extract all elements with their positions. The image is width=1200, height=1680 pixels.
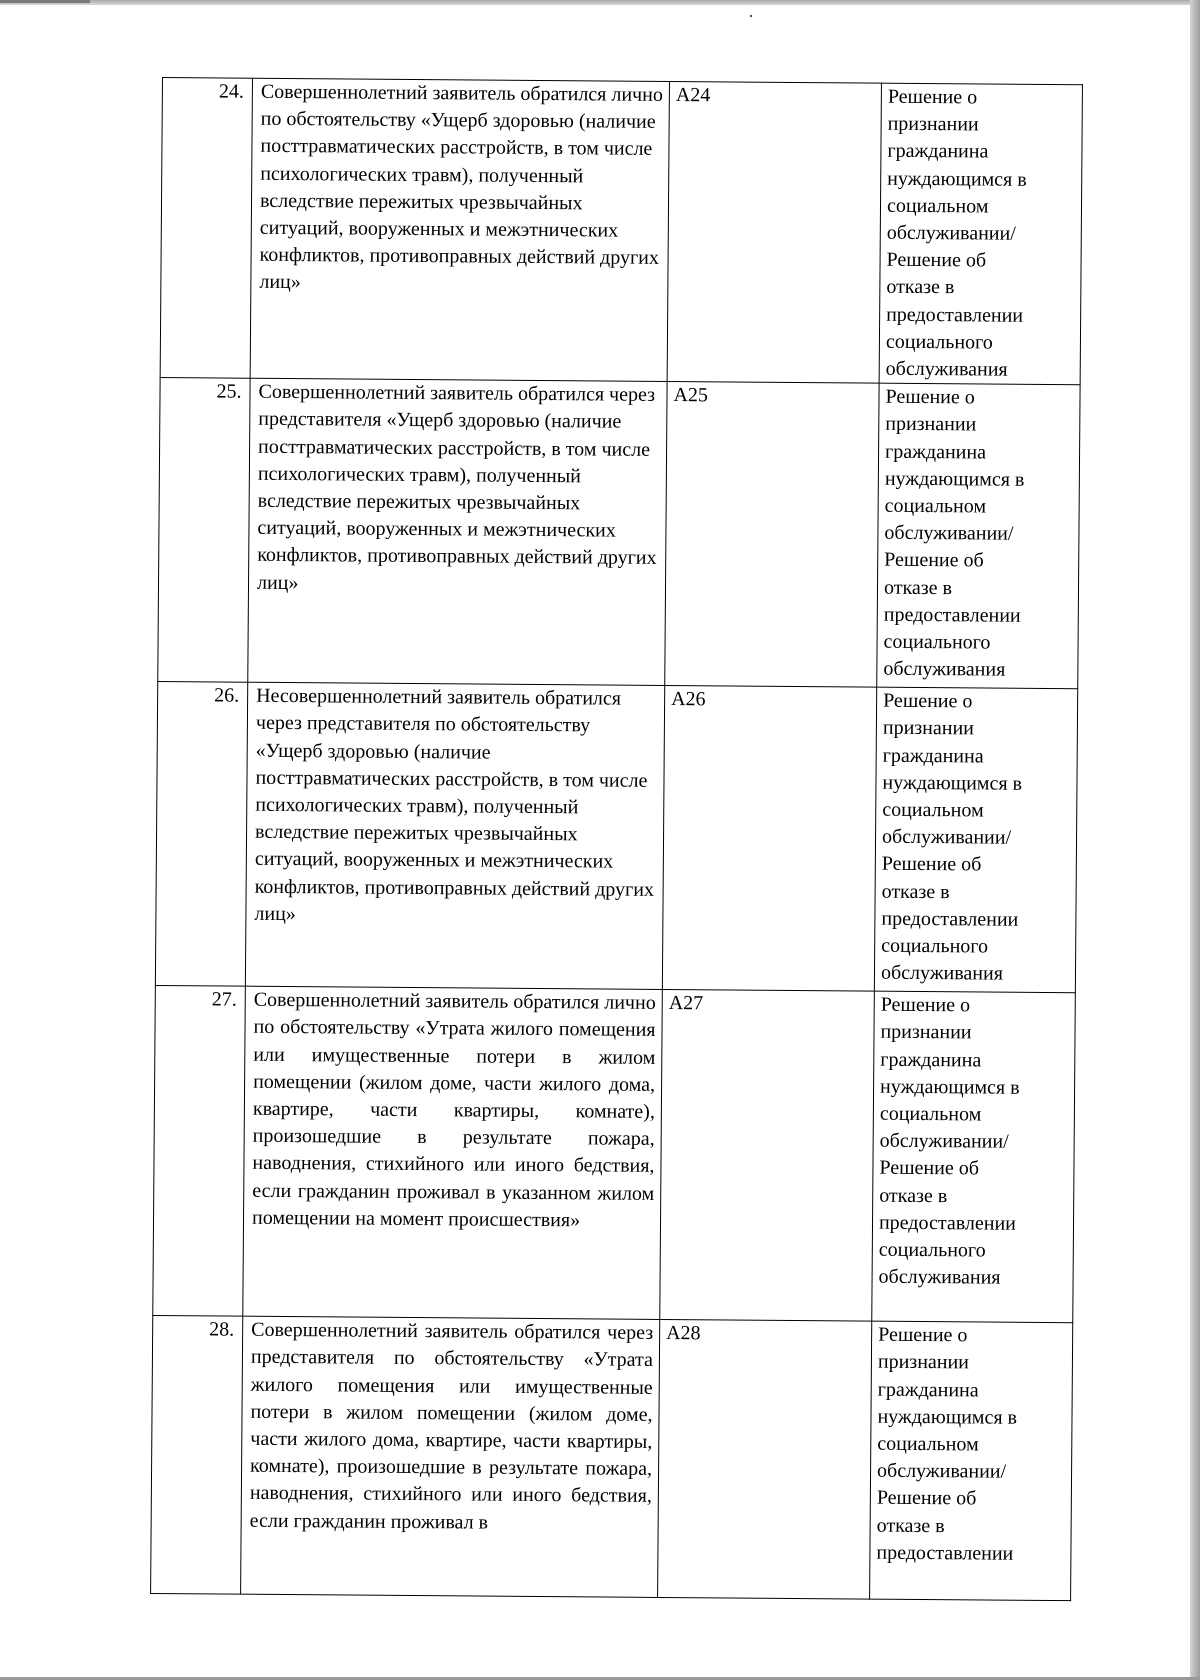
row-number: 26.	[155, 682, 247, 987]
decision-line: отказе в	[883, 576, 953, 599]
table-row	[160, 78, 1082, 385]
case-description: Совершеннолетний заявитель обратился через представителя по обстоятельству «Утрата жилого помещения или имущественные потери в жилом помещении (жилом доме, части жилого дома, квартире, части квартиры, комнате), произошедшие в результате пожара, наводнения, стихийного или иного бедствия, если гражданин проживал в	[241, 1316, 660, 1597]
decision-line: нуждающимся в	[877, 1405, 1018, 1429]
decision-line: социального	[881, 934, 989, 958]
table-row	[158, 378, 1080, 689]
case-code: А26	[662, 686, 876, 992]
scan-speck	[750, 15, 752, 17]
decision-line: обслуживании/	[876, 1459, 1007, 1483]
scan-top-edge	[0, 0, 1200, 5]
decision-line: отказе в	[879, 1184, 948, 1207]
case-description: Совершеннолетний заявитель обратился лично по обстоятельству «Утрата жилого помещения или имущественные потери в жилом помещении (жилом доме, части жилого дома, квартире, части квартиры, комнате), произошедшие в результате пожара, наводнения, стихийного или иного бедствия, если гражданин проживал в указанном жилом помещении на момент происшествия»	[243, 986, 663, 1319]
decision-line: обслуживании/	[879, 1129, 1009, 1153]
decision-line: обслуживании/	[884, 521, 1014, 545]
decision-text	[870, 1321, 1073, 1601]
scan-right-edge	[1190, 0, 1200, 1680]
decision-line: Решение об	[879, 1157, 980, 1180]
decision-text	[877, 383, 1080, 689]
row-number: 28.	[151, 1316, 243, 1595]
case-description: Несовершеннолетний заявитель обратился через представителя по обстоятельству «Ущерб здоровью (наличие посттравматических расстройств, в том числе психологических травм), полученный вследствие пережитых чрезвычайных ситуаций, вооруженных и межэтнических конфликтов, противоправных действий других лиц»	[245, 682, 664, 989]
decision-line: Решение о	[880, 993, 971, 1017]
decision-line: признании	[877, 1351, 970, 1374]
decision-line: предоставлении	[883, 603, 1021, 627]
decision-line: признании	[880, 1021, 972, 1044]
decision-line: обслуживания	[878, 1265, 1001, 1289]
decision-line: предоставлении	[881, 907, 1019, 931]
decision-line: обслуживания	[880, 961, 1004, 985]
table-row	[153, 986, 1076, 1323]
decision-line: отказе в	[886, 276, 955, 299]
decision-line: социальном	[879, 1102, 982, 1126]
decision-line: гражданина	[882, 744, 984, 768]
decision-line: Решение о	[887, 85, 978, 109]
decision-line: предоставлении	[886, 303, 1024, 327]
services-table	[150, 77, 1083, 1601]
row-number: 24.	[160, 78, 252, 379]
table-row	[151, 1316, 1073, 1601]
decision-line: признании	[885, 413, 977, 436]
decision-line: социальном	[882, 798, 984, 822]
decision-line: социальном	[886, 194, 989, 218]
decision-line: обслуживания	[883, 657, 1006, 681]
table-row	[155, 682, 1077, 993]
decision-line: Решение об	[886, 248, 987, 272]
case-description: Совершеннолетний заявитель обратился через представителя «Ущерб здоровью (наличие посттравматических расстройств, в том числе психологических травм), полученный вследствие пережитых чрезвычайных ситуаций, вооруженных и межэтнических конфликтов, противоправных действий других лиц»	[248, 378, 667, 685]
decision-line: социального	[883, 630, 991, 654]
case-code: А25	[665, 382, 879, 688]
decision-line: социального	[885, 330, 993, 354]
decision-line: нуждающимся в	[882, 771, 1023, 795]
decision-text	[872, 991, 1076, 1323]
decision-line: Решение об	[881, 853, 982, 876]
decision-line: Решение о	[883, 689, 973, 713]
decision-line: признании	[887, 112, 979, 136]
case-code: А27	[660, 990, 875, 1322]
decision-line: обслуживании/	[886, 221, 1016, 245]
decision-line: обслуживания	[885, 357, 1008, 381]
decision-text	[879, 83, 1082, 385]
decision-line: нуждающимся в	[887, 167, 1027, 191]
decision-line: гражданина	[887, 140, 989, 163]
scan-top-mark	[0, 0, 90, 3]
decision-line: признании	[882, 717, 974, 740]
case-code: А24	[667, 81, 881, 383]
case-code: А28	[658, 1320, 872, 1600]
decision-line: Решение об	[884, 549, 984, 572]
decision-line: отказе в	[876, 1514, 945, 1537]
decision-line: предоставлении	[878, 1211, 1016, 1235]
decision-line: гражданина	[877, 1378, 979, 1402]
decision-line: Решение об	[876, 1487, 977, 1510]
decision-line: нуждающимся в	[880, 1075, 1020, 1099]
case-description: Совершеннолетний заявитель обратился лично по обстоятельству «Ущерб здоровью (наличие посттравматических расстройств, в том числе психологических травм), полученный вследствие пережитых чрезвычайных ситуаций, вооруженных и межэтнических конфликтов, противоправных действий других лиц»	[250, 78, 669, 382]
decision-line: Решение о	[885, 385, 975, 409]
decision-line: Решение о	[878, 1323, 968, 1347]
decision-line: социального	[878, 1238, 986, 1262]
decision-line: социальном	[877, 1432, 979, 1456]
decision-line: отказе в	[881, 880, 950, 903]
decision-line: обслуживании/	[881, 825, 1012, 849]
decision-line: гражданина	[884, 440, 987, 464]
decision-line: нуждающимся в	[884, 467, 1025, 491]
decision-line: гражданина	[880, 1048, 982, 1072]
row-number: 25.	[158, 378, 250, 683]
decision-line: предоставлении	[876, 1541, 1014, 1565]
decision-line: социальном	[884, 494, 987, 518]
decision-text	[874, 687, 1077, 993]
row-number: 27.	[153, 986, 246, 1317]
